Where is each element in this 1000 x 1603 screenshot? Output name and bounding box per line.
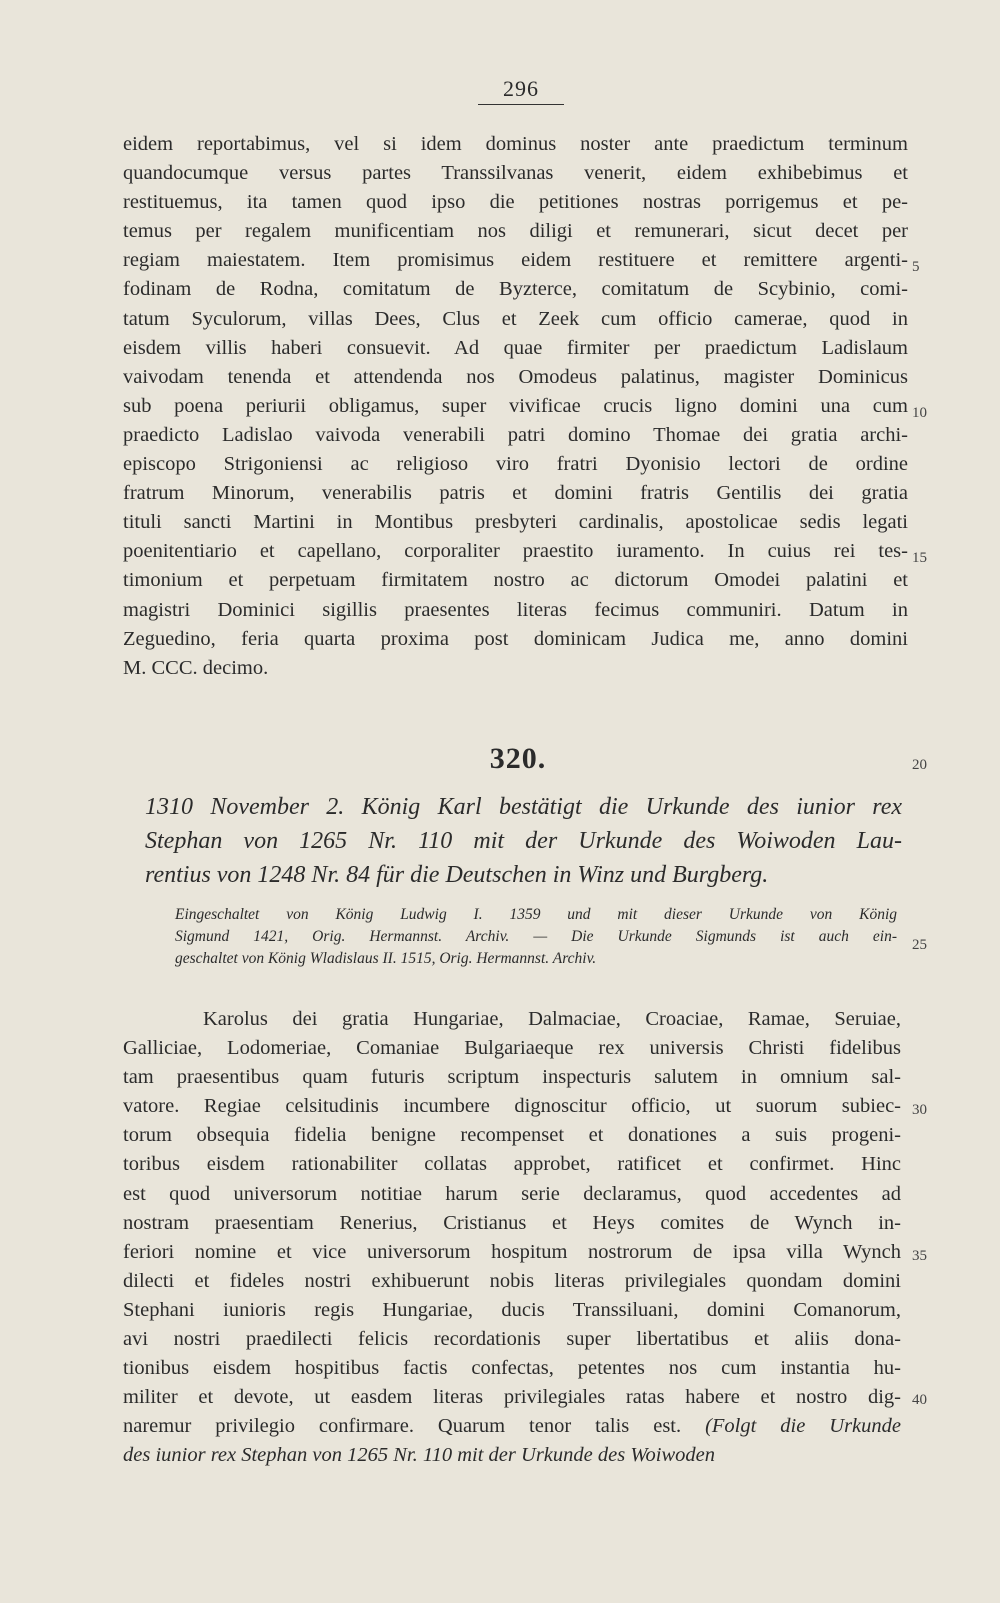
text-line: tam praesentibus quam futuris scriptum inspecturis salutem in omnium sal- <box>123 1066 901 1089</box>
text-line: timonium et perpetuam firmitatem nostro ac dictorum Omodei palatini et <box>123 569 908 592</box>
text-line: Stephani iunioris regis Hungariae, ducis Transsiluani, domini Comanorum, <box>123 1298 901 1321</box>
text-line: eisdem villis haberi consuevit. Ad quae firmiter per praedictum Ladislaum <box>123 336 908 359</box>
text-line: dilecti et fideles nostri exhibuerunt nobis literas privilegiales quondam domini <box>123 1269 901 1292</box>
text-line: magistri Dominici sigillis praesentes literas fecimus communiri. Datum in <box>123 598 908 621</box>
text-line: tatum Syculorum, villas Dees, Clus et Zeek cum officio camerae, quod in <box>123 307 908 330</box>
text-line: sub poena periurii obligamus, super vivificae crucis ligno domini una cum <box>123 394 908 417</box>
text-line: vatore. Regiae celsitudinis incumbere dignoscitur officio, ut suorum subiec- <box>123 1095 901 1118</box>
text-line: vaivodam tenenda et attendenda nos Omodeus palatinus, magister Dominicus <box>123 365 908 388</box>
source-line: Eingeschaltet von König Ludwig I. 1359 und mit dieser Urkunde von König <box>175 906 897 923</box>
line-number: 10 <box>912 405 927 421</box>
heading-line: 1310 November 2. König Karl bestätigt die Urkunde des iunior rex <box>145 794 902 820</box>
text-line: militer et devote, ut easdem literas privilegiales ratas habere et nostro dig- <box>123 1386 901 1409</box>
line-number: 5 <box>912 259 920 275</box>
text-line: M. CCC. decimo. <box>123 656 269 679</box>
line-number: 40 <box>912 1392 927 1408</box>
top-paragraph <box>123 130 908 683</box>
text-italic: (Folgt die Urkunde <box>705 1415 901 1438</box>
text-line: fodinam de Rodna, comitatum de Byzterce, comitatum de Scybinio, comi- <box>123 278 908 301</box>
text-line: feriori nomine et vice universorum hospitum nostrorum de ipsa villa Wynch <box>123 1240 901 1263</box>
heading-line: Stephan von 1265 Nr. 110 mit der Urkunde des Woiwoden Lau- <box>145 828 902 854</box>
line-number: 30 <box>912 1102 927 1118</box>
source-line: geschaltet von König Wladislaus II. 1515, Orig. Hermannst. Archiv. <box>175 950 597 967</box>
text-line: episcopo Strigoniensi ac religioso viro fratri Dyonisio lectori de ordine <box>123 453 908 476</box>
text-line: poenitentiario et capellano, corporaliter praestito iuramento. In cuius rei tes- <box>123 540 908 563</box>
text-line: tituli sancti Martini in Montibus presbyteri cardinalis, apostolicae sedis legati <box>123 511 908 534</box>
text-line: torum obsequia fidelia benigne recompenset et donationes a suis progeni- <box>123 1124 901 1147</box>
document-heading <box>145 790 902 892</box>
document-number: 320. <box>489 742 547 775</box>
line-number: 20 <box>912 757 927 773</box>
text-line <box>123 1412 901 1441</box>
text-line: toribus eisdem rationabiliter collatas approbet, ratificet et confirmet. Hinc <box>123 1153 901 1176</box>
text-line: quandocumque versus partes Transsilvanas venerit, eidem exhibebimus et <box>123 162 908 185</box>
text-line: eidem reportabimus, vel si idem dominus noster ante praedictum terminum <box>123 133 908 155</box>
text-line: Galliciae, Lodomeriae, Comaniae Bulgariaeque rex universis Christi fidelibus <box>123 1037 901 1060</box>
charter-paragraph <box>123 1005 901 1471</box>
text-line: temus per regalem munificentiam nos diligi et remunerari, sicut decet per <box>123 220 908 243</box>
text-line: praedicto Ladislao vaivoda venerabili patri domino Thomae dei gratia archi- <box>123 423 908 446</box>
heading-line: rentius von 1248 Nr. 84 für die Deutschen in Winz und Burgberg. <box>145 862 769 888</box>
line-number: 25 <box>912 937 927 953</box>
source-line: Sigmund 1421, Orig. Hermannst. Archiv. — Die Urkunde Sigmunds ist auch ein- <box>175 928 897 945</box>
text-line: Zeguedino, feria quarta proxima post dominicam Judica me, anno domini <box>123 627 908 650</box>
text-line: est quod universorum notitiae harum serie declaramus, quod accedentes ad <box>123 1182 901 1205</box>
source-note <box>175 904 897 970</box>
text-line: tionibus eisdem hospitibus factis confectas, petentes nos cum instantia hu- <box>123 1357 901 1380</box>
page-number: 296 <box>478 76 564 105</box>
text-line: regiam maiestatem. Item promisimus eidem restituere et remittere argenti- <box>123 249 908 272</box>
text-italic: des iunior rex Stephan von 1265 Nr. 110 mit der Urkunde des Woiwoden <box>123 1444 715 1467</box>
text-line: fratrum Minorum, venerabilis patris et domini fratris Gentilis dei gratia <box>123 482 908 505</box>
text-line <box>123 1441 901 1470</box>
text-line: Karolus dei gratia Hungariae, Dalmaciae, Croaciae, Ramae, Seruiae, <box>203 1008 901 1030</box>
line-number: 15 <box>912 550 927 566</box>
text-line: nostram praesentiam Renerius, Cristianus et Heys comites de Wynch in- <box>123 1211 901 1234</box>
text-line: avi nostri praedilecti felicis recordationis super libertatibus et aliis dona- <box>123 1328 901 1351</box>
line-number: 35 <box>912 1248 927 1264</box>
text-roman: naremur privilegio confirmare. Quarum tenor talis est. <box>123 1415 682 1438</box>
text-line: restituemus, ita tamen quod ipso die petitiones nostras porrigemus et pe- <box>123 191 908 214</box>
